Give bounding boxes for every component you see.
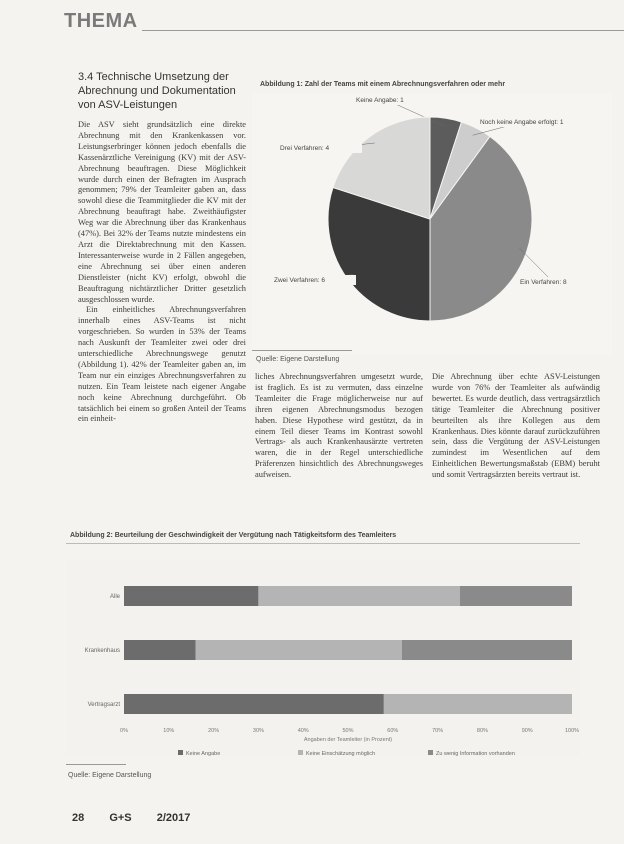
legend-swatch bbox=[178, 750, 183, 755]
header-rule bbox=[142, 30, 624, 31]
legend-swatch bbox=[298, 750, 303, 755]
category-label: Vertragsarzt bbox=[87, 702, 120, 708]
pie-label: Drei Verfahren: 4 bbox=[280, 145, 330, 152]
bar-segment bbox=[196, 640, 402, 660]
x-tick-label: 10% bbox=[163, 728, 175, 734]
bar-segment bbox=[124, 640, 196, 660]
category-label: Alle bbox=[109, 594, 120, 600]
page-header bbox=[64, 10, 624, 36]
column-1 bbox=[78, 120, 246, 425]
figure-1 bbox=[252, 80, 612, 363]
pie-label: Noch keine Angabe erfolgt: 1 bbox=[480, 119, 564, 126]
figure-2-panel bbox=[66, 560, 580, 756]
x-tick-label: 60% bbox=[387, 728, 399, 734]
legend-label: Zu wenig Information vorhanden bbox=[436, 751, 515, 756]
bar-segment bbox=[460, 586, 572, 606]
paragraph: Ein einheitliches Abrechnungsverfahren innerhalb eines ASV-Teams ist nicht vorgeschrieben. So wurden in 53% der Teams nach Auskunft der Teamleiter zwei oder drei unterschiedliche Abrechnungswege genutzt (Abbildung 1). 42% der Teamleiter gaben an, im Team nur ein einziges Abrechnungsverfahren zu nutzen. Ein Team leistete nach eigener Angabe noch keine Abrechnung durchgeführt. Ob tatsächlich bei einem so großen Anteil der Teams ein einheit- bbox=[78, 305, 246, 424]
column-3 bbox=[432, 372, 600, 481]
magazine-name: G+S bbox=[109, 812, 132, 824]
figure-1-panel bbox=[252, 94, 612, 363]
pie-label: Ein Verfahren: 8 bbox=[520, 279, 567, 286]
x-tick-label: 20% bbox=[208, 728, 220, 734]
x-tick-label: 90% bbox=[521, 728, 533, 734]
figure-2 bbox=[66, 532, 580, 787]
legend-label: Keine Angabe bbox=[186, 751, 221, 756]
x-tick-label: 80% bbox=[476, 728, 488, 734]
section-heading: 3.4 Technische Umsetzung der Abrechnung und Dokumentation von ASV-Leistungen bbox=[78, 71, 236, 111]
x-tick-label: 70% bbox=[432, 728, 444, 734]
pie-label: Zwei Verfahren: 6 bbox=[274, 277, 325, 284]
x-tick-label: 100% bbox=[564, 728, 580, 734]
paragraph: Die Abrechnung über echte ASV-Leistungen wurde von 76% der Teamleiter als aufwändig bewertet. Es wurde deutlich, dass vertragsärztlich tätige Teamleiter die Abrechnung positiver beurteilten als ihre Kollegen aus dem Krankenhaus. Dies könnte darauf zurückzuführen sein, dass die Vergütung der ASV-Leistungen zumindest im Wesentlichen auf dem Einheitlichen Bewertungsmaßstab (EBM) beruht und somit Vertragsärzten bereits vertraut ist. bbox=[432, 372, 600, 480]
page-footer bbox=[72, 812, 212, 824]
source-rule bbox=[252, 350, 352, 351]
paragraph: Die ASV sieht grundsätzlich eine direkte Abrechnung mit den Krankenkassen vor. Leistungserbringer können jedoch ebenfalls die Kassenärztliche Vereinigung (KV) mit der ASV-Abrechnung beauftragen. Diese Möglichkeit wurde durch einen der Befragten im Ausprach genommen; 79% der Teamleiter gaben an, dass sowohl diese die Teammitglieder die KV mit der Abrechnung beauftragt habe. Zweithäufigster Weg war die Abrechnung über das Krankenhaus (47%). Bei 32% der Teams nutzte mindestens ein Arzt die Direktabrechnung mit den Kassen. Interessanterweise wurde in 2 Fällen angegeben, eine Abrechnung sei über einen anderen Dienstleister (nicht KV) erfolgt, obwohl die Beauftragung nichtärztlicher Dritter gesetzlich ausgeschlossen wurde. bbox=[78, 120, 246, 304]
bar-segment bbox=[258, 586, 460, 606]
x-tick-label: 30% bbox=[252, 728, 264, 734]
source-rule bbox=[66, 764, 126, 765]
bar-segment bbox=[124, 694, 384, 714]
x-axis-label: Angaben der Teamleiter (in Prozent) bbox=[303, 737, 393, 743]
x-tick-label: 0% bbox=[120, 728, 128, 734]
column-2 bbox=[255, 372, 423, 481]
figure-2-source: Quelle: Eigene Darstellung bbox=[68, 772, 152, 779]
category-label: Krankenhaus bbox=[84, 648, 120, 654]
figure-1-source: Quelle: Eigene Darstellung bbox=[256, 356, 340, 363]
paragraph: liches Abrechnungsverfahren umgesetzt wurde, ist fraglich. Es ist zu vermuten, dass einzelne Teamleiter die Frage möglicherweise nur auf ihren eigenen Abrechnungsmodus bezogen haben. Diese Hypothese wird gestützt, da in einem Teil dieser Teams im Kontrast sowohl Vertrags- als auch Krankenhausärzte vertreten waren, die in der Regel unterschiedliche Präferenzen hinsichtlich des Abrechnungsweges aufweisen. bbox=[255, 372, 423, 480]
pie-chart bbox=[252, 94, 612, 334]
bar-chart bbox=[66, 560, 580, 756]
x-tick-label: 50% bbox=[342, 728, 354, 734]
figure-1-title: Abbildung 1: Zahl der Teams mit einem Abrechnungsverfahren oder mehr bbox=[260, 81, 506, 88]
bar-segment bbox=[402, 640, 572, 660]
bar-segment bbox=[124, 586, 258, 606]
legend-swatch bbox=[428, 750, 433, 755]
bar-segment bbox=[384, 694, 572, 714]
issue-number: 2/2017 bbox=[156, 812, 191, 824]
page-number: 28 bbox=[72, 812, 85, 824]
legend-label: Keine Einschätzung möglich bbox=[306, 751, 376, 756]
pie-label: Keine Angabe: 1 bbox=[356, 97, 404, 104]
figure-2-rule bbox=[66, 543, 580, 544]
figure-2-title: Abbildung 2: Beurteilung der Geschwindigkeit der Vergütung nach Tätigkeitsform des Teamleiters bbox=[70, 532, 397, 539]
x-tick-label: 40% bbox=[297, 728, 309, 734]
section-label: THEMA bbox=[64, 10, 138, 32]
